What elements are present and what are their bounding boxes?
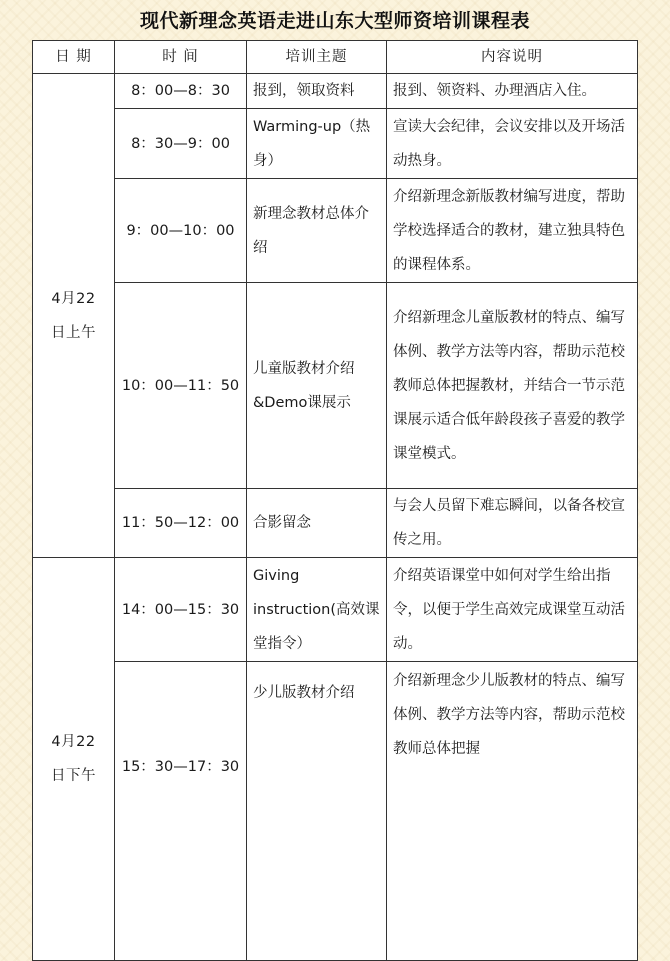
description-cell: 介绍新理念新版教材编写进度，帮助学校选择适合的教材，建立独具特色的课程体系。	[387, 179, 638, 283]
time-cell: 8：30—9：00	[115, 109, 247, 179]
header-topic: 培训主题	[247, 41, 387, 74]
time-cell: 11：50—12：00	[115, 489, 247, 558]
table-row	[33, 283, 638, 489]
topic-cell: 儿童版教材介绍&Demo课展示	[247, 283, 387, 489]
topic-cell: Giving instruction(高效课堂指令）	[247, 558, 387, 662]
schedule-table	[32, 40, 638, 961]
date-afternoon: 4月22日下午	[51, 734, 96, 784]
header-date: 日 期	[33, 41, 115, 74]
topic-cell: Warming-up（热身）	[247, 109, 387, 179]
header-time: 时 间	[115, 41, 247, 74]
topic-cell: 少儿版教材介绍	[247, 662, 387, 961]
topic-cell: 合影留念	[247, 489, 387, 558]
date-cell	[33, 74, 115, 558]
date-morning: 4月22日上午	[51, 290, 96, 341]
header-description: 内容说明	[387, 41, 638, 74]
table-row	[33, 179, 638, 283]
table-row	[33, 109, 638, 179]
description-cell: 介绍新理念少儿版教材的特点、编写体例、教学方法等内容，帮助示范校教师总体把握	[387, 662, 638, 961]
description-cell: 宣读大会纪律，会议安排以及开场活动热身。	[387, 109, 638, 179]
description-cell: 报到、领资料、办理酒店入住。	[387, 74, 638, 109]
time-cell: 14：00—15：30	[115, 558, 247, 662]
time-cell: 9：00—10：00	[115, 179, 247, 283]
topic-cell: 报到，领取资料	[247, 74, 387, 109]
table-row	[33, 489, 638, 558]
table-row	[33, 558, 638, 662]
table-row	[33, 662, 638, 961]
time-cell: 15：30—17：30	[115, 662, 247, 961]
date-cell	[33, 558, 115, 961]
time-cell: 8：00—8：30	[115, 74, 247, 109]
description-cell: 介绍英语课堂中如何对学生给出指令，以便于学生高效完成课堂互动活动。	[387, 558, 638, 662]
time-cell: 10：00—11：50	[115, 283, 247, 489]
table-header-row	[33, 41, 638, 74]
topic-cell: 新理念教材总体介绍	[247, 179, 387, 283]
page-title: 现代新理念英语走进山东大型师资培训课程表	[139, 10, 530, 32]
table-row	[33, 74, 638, 109]
description-cell: 与会人员留下难忘瞬间，以备各校宣传之用。	[387, 489, 638, 558]
description-cell: 介绍新理念儿童版教材的特点、编写体例、教学方法等内容，帮助示范校教师总体把握教材，并结合一节示范课展示适合低年龄段孩子喜爱的教学课堂模式。	[387, 283, 638, 489]
